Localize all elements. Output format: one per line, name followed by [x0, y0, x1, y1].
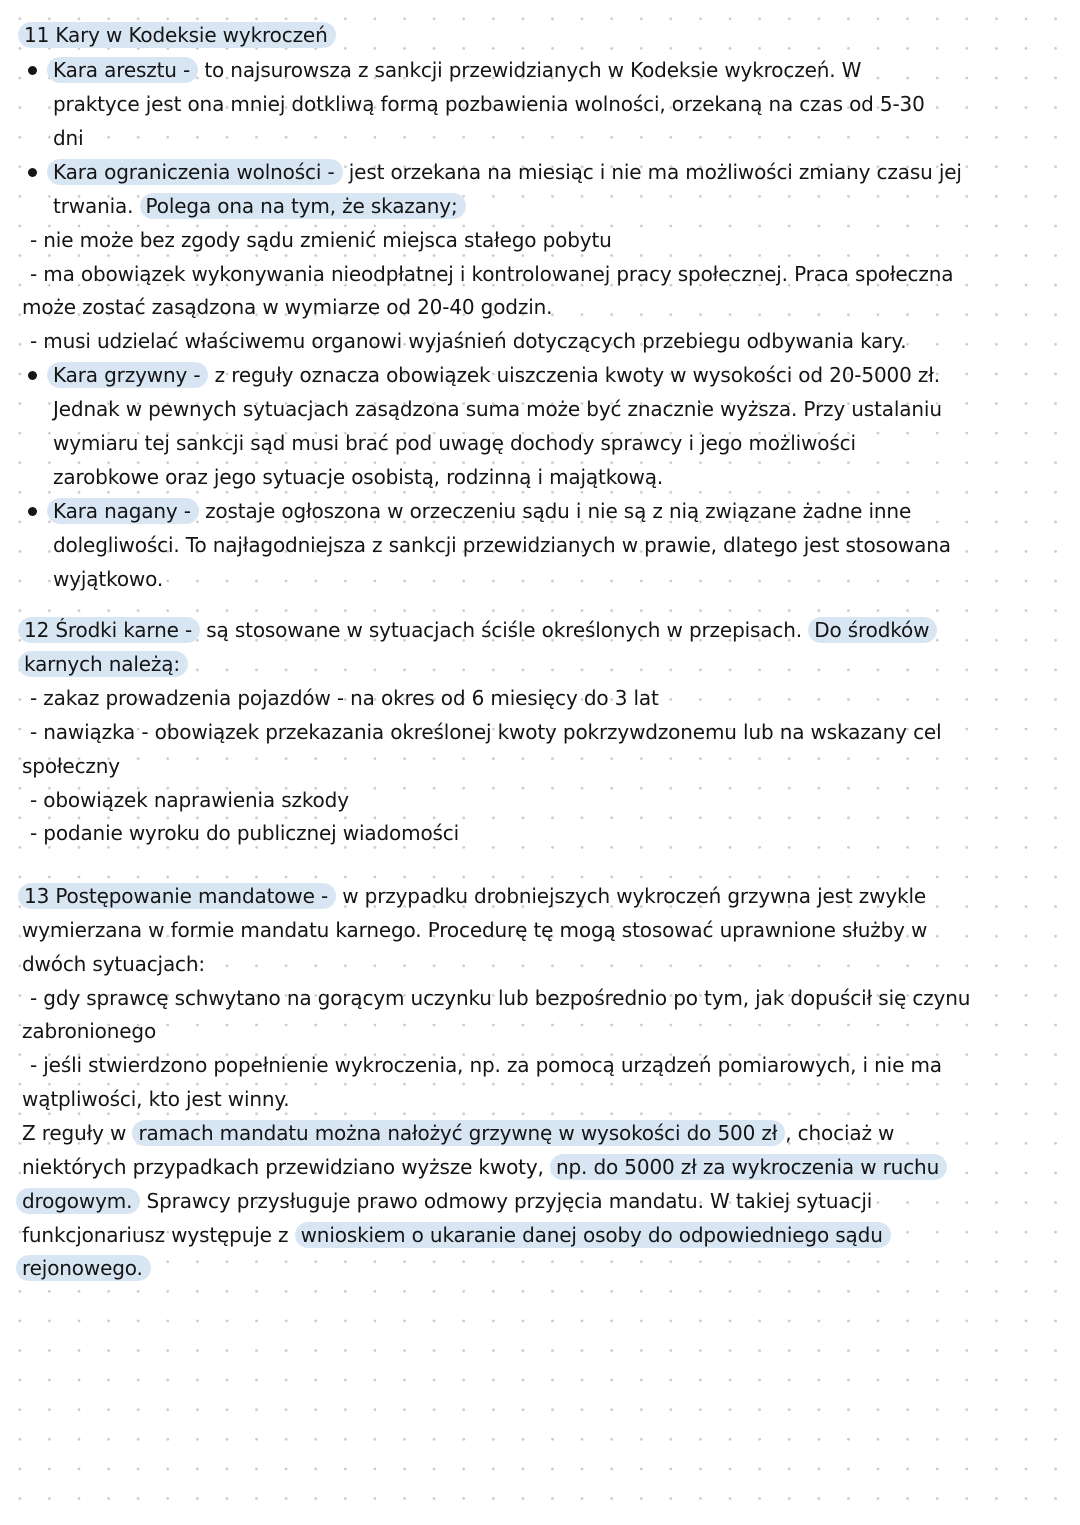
highlight: rejonowego. [16, 1255, 151, 1281]
text: z reguły oznacza obowiązek uiszczenia kwoty w wysokości od 20-5000 zł. [208, 363, 940, 387]
text: funkcjonariusz występuje z [22, 1223, 289, 1247]
text-line [53, 191, 466, 221]
highlight: Do środków [808, 617, 937, 643]
text-line: wątpliwości, kto jest winny. [22, 1087, 290, 1111]
text-line [22, 1152, 947, 1182]
section-12-heading [24, 615, 937, 645]
bullet-kara-ograniczenia [53, 157, 962, 187]
text-line: może zostać zasądzona w wymiarze od 20-40 godzin. [22, 295, 553, 319]
term-highlight: Kara nagany - [47, 498, 199, 524]
text-line: wyjątkowo. [53, 567, 164, 591]
sub-item: - zakaz prowadzenia pojazdów - na okres od 6 miesięcy do 3 lat [30, 686, 659, 710]
term-highlight: Kara grzywny - [47, 362, 208, 388]
bullet-dot-icon [28, 371, 37, 380]
sub-item: - gdy sprawcę schwytano na gorącym uczynku lub bezpośrednio po tym, jak dopuścił się czynu [30, 986, 971, 1010]
heading-highlight: 12 Środki karne - [18, 617, 200, 643]
highlight: 11 Kary w Kodeksie wykroczeń [18, 22, 336, 48]
term-highlight: Kara aresztu - [47, 57, 198, 83]
term-highlight: Kara ograniczenia wolności - [47, 159, 343, 185]
sub-item: - podanie wyroku do publicznej wiadomości [30, 821, 460, 845]
highlight: wnioskiem o ukaranie danej osoby do odpowiedniego sądu [295, 1222, 891, 1248]
text-line: praktyce jest ona mniej dotkliwą formą pozbawienia wolności, orzekaną na czas od 5-30 [53, 92, 925, 116]
text: Sprawcy przysługuje prawo odmowy przyjęcia mandatu. W takiej sytuacji [140, 1189, 873, 1213]
text-line: dni [53, 126, 84, 150]
highlight: Polega ona na tym, że skazany; [140, 193, 466, 219]
text: zostaje ogłoszona w orzeczeniu sądu i nie są z nią związane żadne inne [198, 499, 912, 523]
highlight: np. do 5000 zł za wykroczenia w ruchu [550, 1154, 947, 1180]
text: w przypadku drobniejszych wykroczeń grzywna jest zwykle [336, 884, 927, 908]
text-line: wymierzana w formie mandatu karnego. Procedurę tę mogą stosować uprawnione służby w [22, 918, 928, 942]
sub-item: - nie może bez zgody sądu zmienić miejsca stałego pobytu [30, 228, 612, 252]
highlight: karnych należą: [18, 651, 188, 677]
text-line: wymiaru tej sankcji sąd musi brać pod uwagę dochody sprawcy i jego możliwości [53, 431, 856, 455]
text-line: społeczny [22, 754, 120, 778]
text-line [22, 1118, 894, 1148]
text: trwania. [53, 194, 134, 218]
text: , chociaż w [785, 1121, 895, 1145]
text: niektórych przypadkach przewidziano wyższe kwoty, [22, 1155, 544, 1179]
sub-item: - musi udzielać właściwemu organowi wyjaśnień dotyczących przebiegu odbywania kary. [30, 329, 907, 353]
sub-item: - jeśli stwierdzono popełnienie wykroczenia, np. za pomocą urządzeń pomiarowych, i nie ma [30, 1053, 942, 1077]
section-11-heading [24, 20, 336, 50]
text: to najsurowsza z sankcji przewidzianych w Kodeksie wykroczeń. W [198, 58, 862, 82]
text: Z reguły w [22, 1121, 127, 1145]
text-line [22, 1220, 891, 1250]
highlight: ramach mandatu można nałożyć grzywnę w wysokości do 500 zł [132, 1120, 785, 1146]
bullet-kara-nagany [53, 496, 911, 526]
text: jest orzekana na miesiąc i nie ma możliwości zmiany czasu jej [342, 160, 962, 184]
text-line: Jednak w pewnych sytuacjach zasądzona suma może być znacznie wyższa. Przy ustalaniu [53, 397, 942, 421]
highlight: drogowym. [16, 1188, 140, 1214]
text-line: zabronionego [22, 1019, 157, 1043]
text-line: dolegliwości. To najłagodniejsza z sankcji przewidzianych w prawie, dlatego jest stosowana [53, 533, 951, 557]
bullet-dot-icon [28, 507, 37, 516]
text-line [22, 1253, 151, 1283]
section-13-heading [24, 881, 926, 911]
text: są stosowane w sytuacjach ściśle określonych w przepisach. [200, 618, 802, 642]
bullet-kara-aresztu [53, 55, 861, 85]
text-line [24, 649, 188, 679]
text-line: dwóch sytuacjach: [22, 952, 206, 976]
sub-item: - nawiązka - obowiązek przekazania określonej kwoty pokrzywdzonemu lub na wskazany cel [30, 720, 942, 744]
bullet-dot-icon [28, 66, 37, 75]
text-line [22, 1186, 872, 1216]
bullet-dot-icon [28, 168, 37, 177]
sub-item: - ma obowiązek wykonywania nieodpłatnej i kontrolowanej pracy społecznej. Praca społeczna [30, 262, 954, 286]
heading-highlight: 13 Postępowanie mandatowe - [18, 883, 336, 909]
text-line: zarobkowe oraz jego sytuacje osobistą, rodzinną i majątkową. [53, 465, 664, 489]
sub-item: - obowiązek naprawienia szkody [30, 788, 349, 812]
bullet-kara-grzywny [53, 360, 940, 390]
